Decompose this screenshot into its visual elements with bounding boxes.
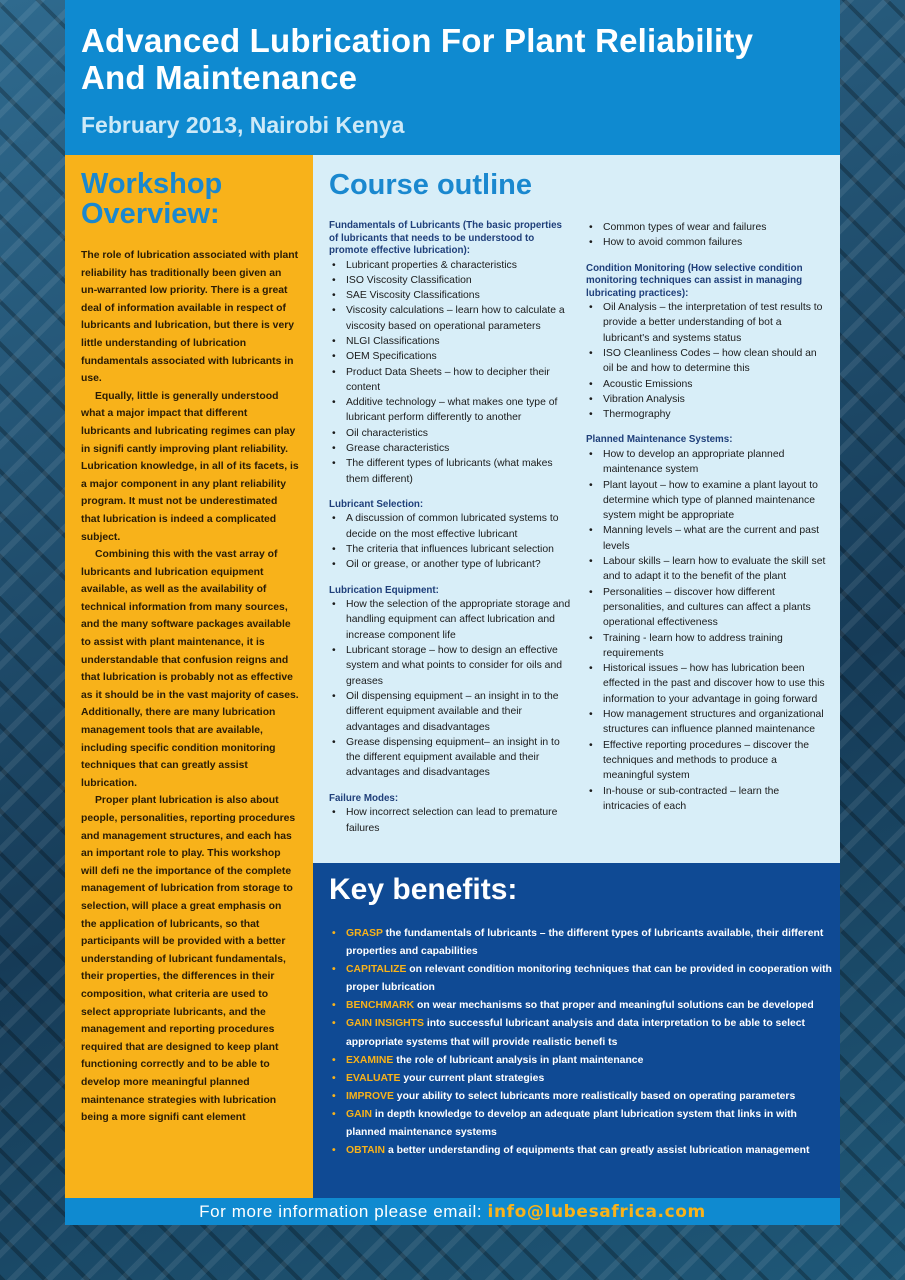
list-item: • Lubricant properties & characteristics <box>329 258 571 273</box>
overview-paragraph: Equally, little is generally understood what a major impact that different lubricants and lubricating regimes can play in signifi cantly improving plant reliability. Lubrication knowledge, in all of its facets, is a major component in any plant reliability program. It must not be underestimated that lubrication is indeed a complicated subject. <box>81 390 299 543</box>
list-item: • Historical issues – how has lubrication been effected in the past and discover how to use this information to your advantage in going forward <box>586 661 828 707</box>
list-item: • Common types of wear and failures <box>586 220 828 235</box>
event-date: February 2013, Nairobi Kenya <box>81 112 405 138</box>
benefit-keyword: GAIN INSIGHTS <box>346 1018 424 1030</box>
benefit-text: in depth knowledge to develop an adequate plant lubrication system that links in with planned maintenance systems <box>346 1108 797 1139</box>
list-item: • ISO Viscosity Classification <box>329 273 571 288</box>
overview-paragraph: Combining this with the vast array of lubricants and lubrication equipment available, as well as the availability of technical information from many sources, and the many software packages available to assist with plant maintenance, it is understandable that confusion reigns and that lubrication is probably not as effective as it should be in the vast majority of cases. Additionally, there are many lubrication management tools that are available, including specific condition monitoring techniques that can greatly assist lubrication. <box>81 549 299 789</box>
footer-text: For more information please email: <box>199 1202 488 1221</box>
benefit-item <box>329 997 834 1015</box>
benefit-text: on relevant condition monitoring techniques that can be provided in cooperation with proper lubrication <box>346 964 832 994</box>
overview-heading: Workshop Overview: <box>81 168 223 230</box>
benefit-item <box>329 961 834 997</box>
benefit-keyword: EXAMINE <box>346 1054 394 1066</box>
list-item: • Thermography <box>586 407 828 422</box>
benefits-list <box>329 925 834 1160</box>
course-outline-heading: Course outline <box>329 169 533 201</box>
list-item: • The criteria that influences lubricant selection <box>329 542 571 557</box>
benefit-text: your current plant strategies <box>400 1072 545 1084</box>
list-item: • Personalities – discover how different personalities, and cultures can affect a plants operational effectiveness <box>586 585 828 631</box>
benefit-item <box>329 1106 834 1142</box>
list-item: • Effective reporting procedures – discover the techniques and methods to produce a meaningful system <box>586 738 828 784</box>
overview-body <box>81 247 299 1127</box>
benefit-text: the role of lubricant analysis in plant maintenance <box>393 1054 644 1066</box>
contact-email-link[interactable]: info@lubesafrica.com <box>487 1202 706 1222</box>
list-item: • OEM Specifications <box>329 349 571 364</box>
workshop-overview-panel <box>65 155 313 1198</box>
footer-bar <box>65 1198 840 1225</box>
brochure-page <box>65 0 840 1225</box>
list-item: • Training - learn how to address training requirements <box>586 631 828 662</box>
overview-paragraph: Proper plant lubrication is also about people, personalities, reporting procedures and management structures, and each has an important role to play. This workshop will defi ne the importance of the complete management of lubrication from storage to selection, will place a great emphasis on the application of lubricants, so that participants will be provided with a better understanding of lubricant fundamentals, their properties, the differences in their composition, what criteria are used to select appropriate lubricants, and the management and reporting procedures required that are designed to keep plant functioning correctly and to be able to develop more meaningful planned maintenance strategies with lubrication being a more signifi cant element <box>81 795 296 1124</box>
list-failure-a <box>329 805 571 836</box>
list-item: • How to avoid common failures <box>586 235 828 250</box>
benefit-keyword: EVALUATE <box>346 1072 401 1084</box>
list-selection <box>329 511 571 572</box>
list-item: • Vibration Analysis <box>586 392 828 407</box>
section-title-condition: Condition Monitoring (How selective condition monitoring techniques can assist in managing lubricating practices): <box>586 262 803 299</box>
list-item: • Oil Analysis – the interpretation of test results to provide a better understanding of bot a lubricant's and systems status <box>586 300 828 346</box>
list-item: • Lubricant storage – how to design an effective system and what points to consider for oils and greases <box>329 643 571 689</box>
benefit-keyword: GRASP <box>346 928 383 939</box>
course-outline-panel <box>313 155 840 863</box>
list-item: • In-house or sub-contracted – learn the intricacies of each <box>586 784 828 815</box>
list-item: • Acoustic Emissions <box>586 377 828 392</box>
overview-paragraph: The role of lubrication associated with plant reliability has traditionally been given an un-warranted low priority. There is a great deal of information available in respect of lubricants and lubrication, but there is very little understanding of lubrication fundamentals associated with lubricants in use. <box>81 250 299 385</box>
list-item: • How to develop an appropriate planned maintenance system <box>586 447 828 478</box>
list-failure-b <box>586 220 828 251</box>
list-item: • SAE Viscosity Classifications <box>329 288 571 303</box>
list-item: • ISO Cleanliness Codes – how clean should an oil be and how to determine this <box>586 346 828 377</box>
list-item: • Labour skills – learn how to evaluate the skill set and to adapt it to the benefit of the plant <box>586 554 828 585</box>
list-item: • How the selection of the appropriate storage and handling equipment can affect lubrication and increase component life <box>329 597 571 643</box>
benefit-keyword: CAPITALIZE <box>346 964 407 976</box>
list-item: • NLGI Classifications <box>329 334 571 349</box>
benefit-keyword: IMPROVE <box>346 1090 394 1102</box>
list-item: • Manning levels – what are the current and past levels <box>586 523 828 554</box>
page-title: Advanced Lubrication For Plant Reliability And Maintenance <box>81 22 754 96</box>
list-item: • How management structures and organizational structures can influence planned maintenance <box>586 707 828 738</box>
benefit-item <box>329 925 834 961</box>
benefit-keyword: OBTAIN <box>346 1145 386 1157</box>
benefit-item <box>329 1015 834 1051</box>
list-item: • The different types of lubricants (what makes them different) <box>329 456 571 487</box>
list-fundamentals <box>329 258 571 487</box>
benefit-item <box>329 1088 834 1106</box>
benefit-text: the fundamentals of lubricants – the different types of lubricants available, their different properties and capabilities <box>346 928 824 958</box>
list-item: • Oil or grease, or another type of lubricant? <box>329 557 571 572</box>
list-item: • Grease characteristics <box>329 441 571 456</box>
header-banner <box>65 0 840 155</box>
section-title-planned: Planned Maintenance Systems: <box>586 434 733 446</box>
list-item: • How incorrect selection can lead to premature failures <box>329 805 571 836</box>
benefit-keyword: GAIN <box>346 1108 372 1120</box>
section-title-selection: Lubricant Selection: <box>329 498 424 510</box>
list-item: • Grease dispensing equipment– an insight in to the different equipment available and their advantages and disadvantages <box>329 735 571 781</box>
benefit-text: into successful lubricant analysis and data interpretation to be able to select appropriate systems that will provide realistic benefi ts <box>346 1018 806 1048</box>
benefit-keyword: BENCHMARK <box>346 1000 415 1012</box>
list-item: • Additive technology – what makes one type of lubricant perform differently to another <box>329 395 571 426</box>
list-condition <box>586 300 828 422</box>
benefit-item <box>329 1070 834 1088</box>
list-planned <box>586 447 828 814</box>
list-item: • Product Data Sheets – how to decipher their content <box>329 365 571 396</box>
list-item: • Plant layout – how to examine a plant layout to determine which type of planned maintenance system might be appropriate <box>586 478 828 524</box>
benefit-text: your ability to select lubricants more realistically based on operating parameters <box>393 1090 796 1102</box>
course-column-right <box>586 220 828 814</box>
key-benefits-heading: Key benefits: <box>329 873 518 906</box>
list-item: • A discussion of common lubricated systems to decide on the most effective lubricant <box>329 511 571 542</box>
benefit-item <box>329 1142 834 1160</box>
section-title-equipment: Lubrication Equipment: <box>329 584 439 596</box>
list-item: • Oil dispensing equipment – an insight in to the different equipment available and their advantages and disadvantages <box>329 689 571 735</box>
section-title-fundamentals: Fundamentals of Lubricants (The basic properties of lubricants that needs to be understood to promote effective lubrication): <box>329 220 562 256</box>
benefit-item <box>329 1052 834 1070</box>
section-title-failure: Failure Modes: <box>329 792 399 804</box>
list-item: • Oil characteristics <box>329 426 571 441</box>
list-item: • Viscosity calculations – learn how to calculate a viscosity based on operational parameters <box>329 303 571 334</box>
benefit-text: a better understanding of equipments that can greatly assist lubrication management <box>385 1145 810 1157</box>
benefit-text: on wear mechanisms so that proper and meaningful solutions can be developed <box>414 1000 814 1012</box>
course-column-left <box>329 220 571 836</box>
key-benefits-panel <box>313 863 840 1198</box>
list-equipment <box>329 597 571 781</box>
